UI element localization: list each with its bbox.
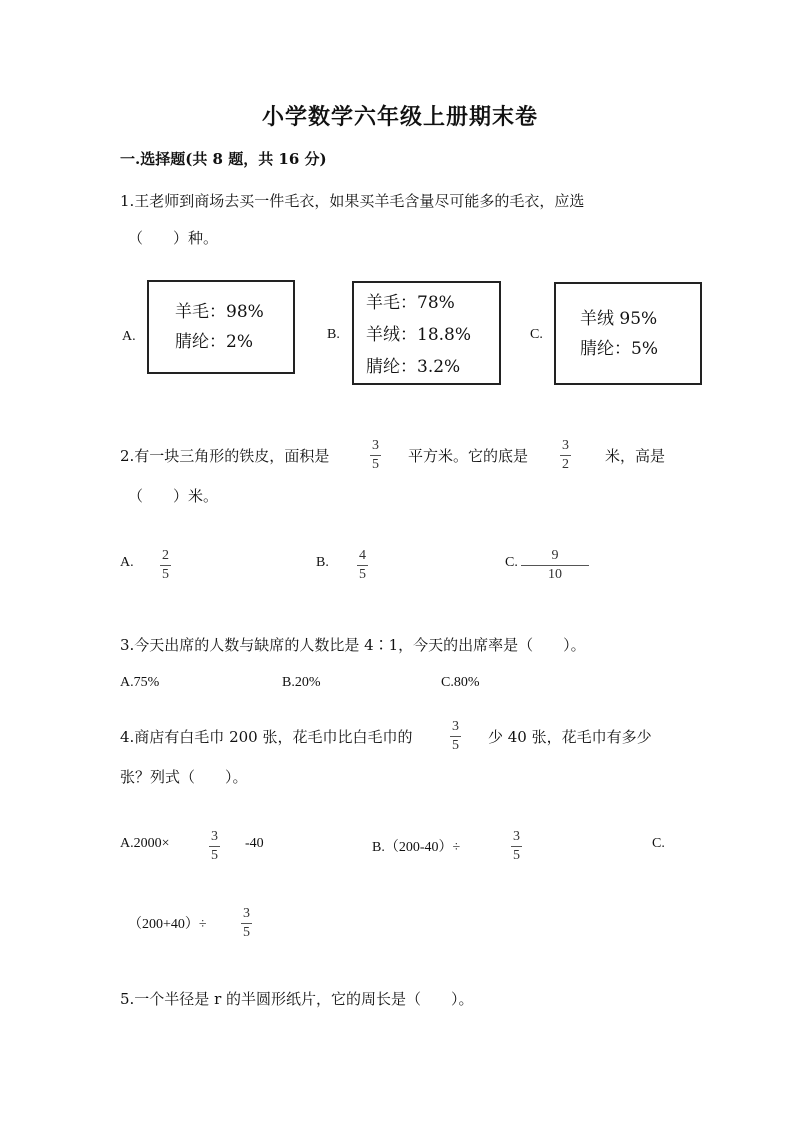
- fraction-numerator: 3: [372, 438, 379, 453]
- q3-option-c[interactable]: C.80%: [441, 675, 480, 690]
- fraction-numerator: 3: [562, 438, 569, 453]
- q1-option-b-box[interactable]: [352, 281, 501, 385]
- question-2-text-part2: 平方米。它的底是: [408, 447, 529, 465]
- q2-option-a-label[interactable]: A.: [120, 555, 134, 570]
- section-heading: 一.选择题(共 8 题，共 16 分): [120, 150, 327, 168]
- q1-option-c-line-2: 腈纶：5%: [580, 339, 658, 359]
- q1-option-c-line-1: 羊绒 95%: [580, 309, 658, 329]
- fraction-numerator: 3: [513, 829, 520, 844]
- fraction-denominator: 10: [548, 567, 562, 582]
- fraction-numerator: 3: [452, 719, 459, 734]
- q1-option-a-box[interactable]: [147, 280, 295, 374]
- fraction-bar: [370, 455, 381, 456]
- fraction-bar: [521, 565, 589, 566]
- page-title: 小学数学六年级上册期末卷: [261, 104, 538, 130]
- fraction-numerator: 3: [243, 906, 250, 921]
- question-4-text-line2: 张？列式（ ）。: [120, 768, 248, 786]
- fraction-denominator: 5: [162, 567, 169, 582]
- q2-option-a-fraction[interactable]: [160, 548, 171, 583]
- question-2-blank-line: （ ）米。: [128, 487, 219, 505]
- question-4-text-part2: 少 40 张，花毛巾有多少: [488, 728, 652, 746]
- fraction-bar: [357, 565, 368, 566]
- q4-option-a-prefix[interactable]: A.2000×: [120, 836, 170, 851]
- q4-fraction: [450, 719, 461, 754]
- q2-option-b-fraction[interactable]: [357, 548, 368, 583]
- q4-option-a-suffix[interactable]: -40: [245, 836, 264, 851]
- q1-option-a-line-2: 腈纶：2%: [175, 332, 253, 352]
- q1-option-b-line-2: 羊绒：18.8%: [366, 325, 472, 345]
- question-4-text-part1: 4.商店有白毛巾 200 张，花毛巾比白毛巾的: [120, 728, 413, 746]
- q1-option-a-line-1: 羊毛：98%: [175, 302, 264, 322]
- q4-option-c-label[interactable]: C.: [652, 836, 665, 851]
- q4-option-b-fraction[interactable]: [511, 829, 522, 864]
- q4-option-a-fraction[interactable]: [209, 829, 220, 864]
- q2-option-c-label[interactable]: C.: [505, 555, 518, 570]
- q1-option-c-label[interactable]: C.: [530, 327, 543, 342]
- q3-option-b[interactable]: B.20%: [282, 675, 321, 690]
- q2-base-fraction: [560, 438, 571, 473]
- fraction-denominator: 5: [372, 457, 379, 472]
- fraction-numerator: 3: [211, 829, 218, 844]
- q1-option-b-line-1: 羊毛：78%: [366, 293, 455, 313]
- fraction-bar: [209, 846, 220, 847]
- fraction-denominator: 5: [452, 738, 459, 753]
- q4-option-b-prefix[interactable]: B.（200-40）÷: [372, 840, 461, 855]
- q1-option-b-line-3: 腈纶：3.2%: [366, 357, 461, 377]
- fraction-bar: [560, 455, 571, 456]
- q1-option-c-box[interactable]: [554, 282, 702, 385]
- fraction-bar: [160, 565, 171, 566]
- q3-option-a[interactable]: A.75%: [120, 675, 160, 690]
- question-2-text-part1: 2.有一块三角形的铁皮，面积是: [120, 447, 330, 465]
- q1-option-b-label[interactable]: B.: [327, 327, 340, 342]
- q2-option-b-label[interactable]: B.: [316, 555, 329, 570]
- fraction-denominator: 2: [562, 457, 569, 472]
- q4-option-c-prefix[interactable]: （200+40）÷: [128, 917, 207, 932]
- question-3-text: 3.今天出席的人数与缺席的人数比是 4∶1，今天的出席率是（ ）。: [120, 636, 586, 654]
- fraction-denominator: 5: [359, 567, 366, 582]
- fraction-denominator: 5: [243, 925, 250, 940]
- fraction-bar: [450, 736, 461, 737]
- fraction-bar: [511, 846, 522, 847]
- q1-option-a-label[interactable]: A.: [122, 329, 136, 344]
- q4-option-c-fraction[interactable]: [241, 906, 252, 941]
- fraction-numerator: 9: [551, 548, 559, 563]
- fraction-denominator: 5: [211, 848, 218, 863]
- question-5-text: 5.一个半径是 r 的半圆形纸片，它的周长是（ ）。: [120, 990, 474, 1008]
- fraction-denominator: 5: [513, 848, 520, 863]
- fraction-numerator: 4: [359, 548, 366, 563]
- question-1-blank-line: （ ）种。: [128, 229, 219, 247]
- q2-area-fraction: [370, 438, 381, 473]
- fraction-numerator: 2: [162, 548, 169, 563]
- question-2-text-part3: 米，高是: [605, 447, 666, 465]
- fraction-bar: [241, 923, 252, 924]
- q2-option-c-fraction[interactable]: [521, 548, 589, 583]
- question-1-text: 1.王老师到商场去买一件毛衣，如果买羊毛含量尽可能多的毛衣，应选: [120, 192, 585, 210]
